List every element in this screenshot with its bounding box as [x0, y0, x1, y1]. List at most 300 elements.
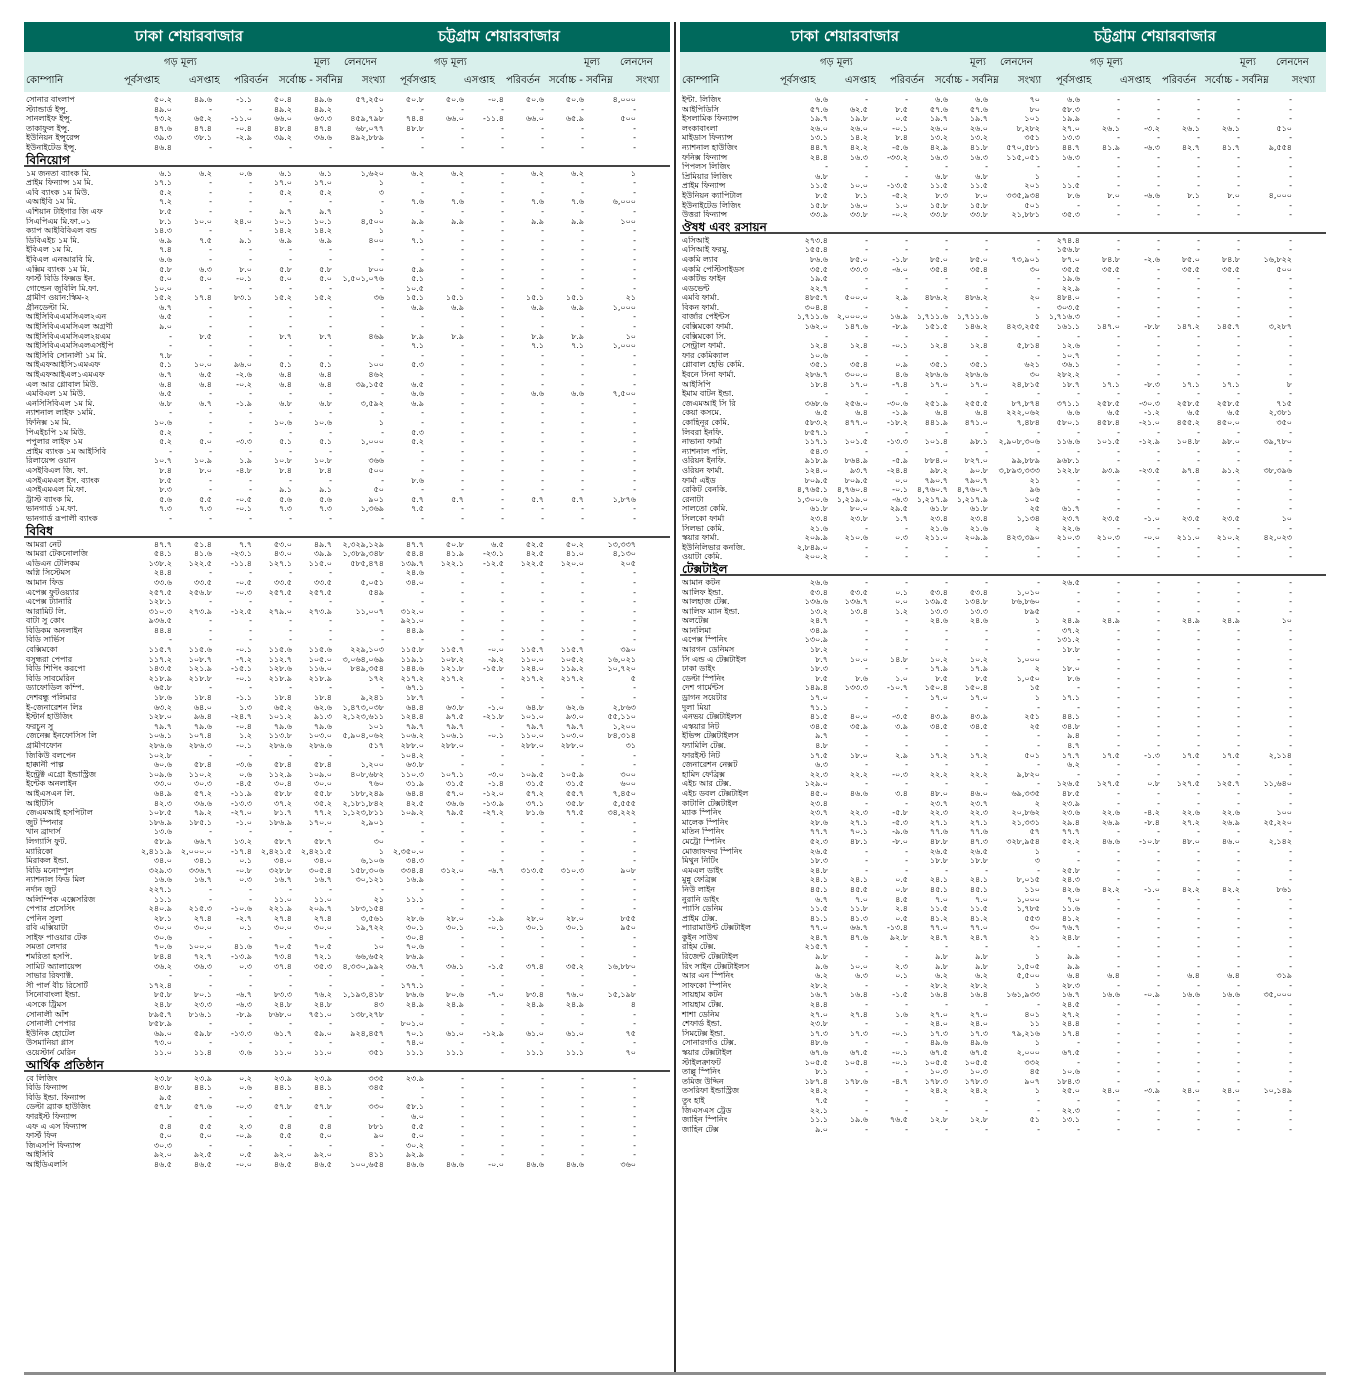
- value-cell: ৭০.১: [849, 827, 868, 837]
- value-cell: ১০৯.৫: [520, 769, 544, 779]
- value-cell: ৩৬৬: [368, 456, 384, 466]
- value-cell: ২১০.২: [1216, 533, 1240, 543]
- value-cell: ৫০১: [1024, 200, 1040, 210]
- value-cell: -: [501, 597, 504, 607]
- value-cell: ৪,০০০: [612, 95, 636, 104]
- value-cell: ৮৪.৮: [1101, 254, 1120, 264]
- value-cell: -: [1037, 283, 1040, 293]
- value-cell: -: [1157, 162, 1160, 172]
- value-cell: -২৩.৫: [1138, 465, 1160, 475]
- value-cell: -: [1117, 1000, 1120, 1010]
- value-cell: ১৮.৪: [313, 693, 332, 703]
- value-cell: ৪২.৫: [525, 549, 544, 559]
- value-cell: -: [541, 750, 544, 760]
- table-row: [24, 559, 670, 569]
- table-row: [24, 847, 670, 857]
- value-cell: -: [249, 302, 252, 312]
- company-name: আলহাজ টেক্স.: [682, 597, 730, 607]
- value-cell: -: [633, 456, 636, 466]
- value-cell: -: [905, 235, 908, 245]
- value-cell: ২৫৮.৫: [1096, 398, 1120, 408]
- value-cell: -: [1289, 577, 1292, 587]
- value-cell: -: [1117, 645, 1120, 655]
- table-row: [24, 293, 670, 303]
- value-cell: -২৪.৭: [230, 712, 252, 722]
- value-cell: -: [501, 123, 504, 133]
- value-cell: -: [209, 245, 212, 255]
- value-cell: ১৮.০: [1061, 664, 1080, 674]
- company-name: ইউনিয়ন ইন্সুরেন্স: [26, 133, 80, 143]
- value-cell: ২৭৩.৯: [308, 606, 332, 616]
- value-cell: ৪১.৯: [445, 549, 464, 559]
- value-cell: ১১৯.১: [400, 654, 424, 664]
- value-cell: -: [1077, 654, 1080, 664]
- value-cell: -: [1289, 798, 1292, 808]
- value-cell: ৪৯২,৮৮৯: [350, 133, 384, 143]
- value-cell: -: [633, 625, 636, 635]
- table-row: [680, 760, 1326, 770]
- value-cell: -: [1197, 494, 1200, 504]
- company-name: বিডি ইন্ডা. ফিন্যান্স: [26, 1092, 86, 1102]
- value-cell: -০.১: [488, 731, 504, 741]
- value-cell: ৩৬৮.৬: [804, 398, 828, 408]
- value-cell: ৬.৮: [159, 398, 172, 408]
- value-cell: ৪২.২: [1101, 884, 1120, 894]
- value-cell: ১,২১৭.৯: [916, 494, 948, 504]
- table-row: [24, 1093, 670, 1103]
- value-cell: ৬৬.৭: [193, 836, 212, 846]
- company-name: আনলিমা: [682, 625, 712, 635]
- value-cell: ৬৫.৯: [565, 114, 584, 124]
- value-cell: ৯.৯: [1067, 961, 1080, 971]
- value-cell: ৭.৫: [199, 235, 212, 245]
- value-cell: ৬.৪: [159, 379, 172, 389]
- company-name: সোনারগাঁও টেক্স.: [682, 1038, 737, 1048]
- value-cell: ৫.৪: [319, 1121, 332, 1131]
- value-cell: ১১.৮: [849, 904, 868, 914]
- value-cell: -৬.৬: [1144, 190, 1160, 200]
- value-cell: -১.৮: [892, 254, 908, 264]
- value-cell: ৫.২: [159, 187, 172, 197]
- value-cell: ২৪.৭: [809, 932, 828, 942]
- value-cell: ১৮৬.৯: [148, 817, 172, 827]
- value-cell: -: [1237, 587, 1240, 597]
- value-cell: ৮.৪: [159, 465, 172, 475]
- table-row: [24, 143, 670, 153]
- value-cell: -: [289, 341, 292, 351]
- value-cell: ৯.৭: [319, 206, 332, 216]
- table-row: [680, 322, 1326, 332]
- col-company: কোম্পানি: [682, 74, 720, 86]
- value-cell: -: [541, 616, 544, 626]
- value-cell: -: [1197, 865, 1200, 875]
- value-cell: ৮৪.৪: [153, 952, 172, 962]
- value-cell: -: [289, 446, 292, 456]
- value-cell: -: [1289, 312, 1292, 322]
- value-cell: -: [1237, 283, 1240, 293]
- value-cell: ১৭২.৪: [148, 980, 172, 990]
- value-cell: -: [461, 408, 464, 418]
- value-cell: ৬৭.১: [405, 683, 424, 693]
- value-cell: -: [1237, 1028, 1240, 1038]
- value-cell: ১৬.৪: [969, 990, 988, 1000]
- value-cell: -: [1237, 683, 1240, 693]
- value-cell: -: [1077, 856, 1080, 866]
- company-name: ইন্ট্রেক্ট এগ্রো ইন্ডাস্ট্রিজ: [26, 769, 97, 779]
- value-cell: -: [541, 952, 544, 962]
- value-cell: -: [541, 322, 544, 332]
- value-cell: ১০৯.৬: [148, 769, 172, 779]
- value-cell: ৮.৬: [855, 673, 868, 683]
- table-row: [680, 236, 1326, 246]
- value-cell: ২৪.১: [969, 875, 988, 885]
- value-cell: ২,৩৮১: [1268, 408, 1292, 418]
- value-cell: ৬.১: [279, 168, 292, 178]
- value-cell: ৫৫,১১০: [607, 712, 636, 722]
- value-cell: ৫০.২: [565, 539, 584, 549]
- value-cell: -: [1037, 942, 1040, 952]
- company-name: ড্রাগন সয়েটার: [682, 693, 728, 703]
- value-cell: ১২১.৯: [188, 664, 212, 674]
- value-cell: ১১.১: [405, 1048, 424, 1057]
- value-cell: -: [541, 1121, 544, 1131]
- value-cell: -: [633, 104, 636, 114]
- value-cell: -: [633, 322, 636, 332]
- value-cell: -: [461, 133, 464, 143]
- value-cell: ২৩.৯: [193, 1073, 212, 1083]
- value-cell: -: [1237, 494, 1240, 504]
- value-cell: ২৭.১: [929, 817, 948, 827]
- value-cell: -৪.৫: [236, 779, 252, 789]
- value-cell: -: [1117, 798, 1120, 808]
- value-cell: -৫.৩: [892, 817, 908, 827]
- value-cell: -: [1289, 350, 1292, 360]
- value-cell: -: [501, 408, 504, 418]
- value-cell: ১০১: [368, 721, 384, 731]
- company-name: প্রাইম ব্যাংক ১ম আইসিবি: [26, 446, 107, 456]
- value-cell: -: [1237, 980, 1240, 990]
- table-row: [680, 674, 1326, 684]
- value-cell: -: [1237, 846, 1240, 856]
- value-cell: -: [1157, 875, 1160, 885]
- value-cell: ৮৯৫: [1024, 606, 1040, 616]
- value-cell: ৬.২: [815, 971, 828, 981]
- table-row: [680, 818, 1326, 828]
- value-cell: -: [633, 274, 636, 284]
- value-cell: -: [633, 1121, 636, 1131]
- value-cell: -: [1157, 664, 1160, 674]
- value-cell: ১৭.৫: [809, 750, 828, 760]
- value-cell: ৮৬,৮৬০: [1011, 597, 1040, 607]
- value-cell: ০.৩: [239, 961, 252, 971]
- value-cell: ২২.৩: [969, 808, 988, 818]
- value-cell: -: [1237, 504, 1240, 514]
- value-cell: ৬.৫: [159, 389, 172, 399]
- value-cell: -: [541, 245, 544, 255]
- value-cell: ১৩,৩৩৭: [607, 539, 636, 549]
- table-row: [24, 789, 670, 799]
- value-cell: -: [1117, 712, 1120, 722]
- value-cell: -: [329, 1111, 332, 1121]
- value-cell: -: [905, 1000, 908, 1010]
- value-cell: -: [421, 446, 424, 456]
- value-cell: -: [501, 884, 504, 894]
- col-high-low: সর্বোচ্চ - সর্বনিম্ন: [279, 74, 343, 86]
- value-cell: ৩৫.৪: [929, 264, 948, 274]
- value-cell: ৩৮.১: [193, 133, 212, 143]
- value-cell: -: [1289, 360, 1292, 370]
- value-cell: -: [1117, 856, 1120, 866]
- company-name: গোল্ডেন জুবিলি মি.ফা.: [26, 283, 99, 293]
- value-cell: ৬.৪: [319, 379, 332, 389]
- value-cell: ২৪.৭: [809, 616, 828, 626]
- value-cell: ৮৫.০: [1181, 254, 1200, 264]
- value-cell: ১০১.২: [268, 712, 292, 722]
- value-cell: ২৭৩.৪: [804, 235, 828, 245]
- value-cell: -: [1117, 769, 1120, 779]
- value-cell: ১৪৪.৬: [400, 664, 424, 674]
- value-cell: -: [381, 408, 384, 418]
- value-cell: -০.১: [892, 1057, 908, 1067]
- value-cell: -: [1117, 875, 1120, 885]
- value-cell: -: [381, 683, 384, 693]
- value-cell: ৪৭.৭: [405, 539, 424, 549]
- value-cell: -: [1117, 171, 1120, 181]
- value-cell: ১৩.৩: [929, 606, 948, 616]
- value-cell: -: [581, 597, 584, 607]
- value-cell: ৮৭.০: [1061, 254, 1080, 264]
- value-cell: -: [461, 465, 464, 475]
- value-cell: ১: [1034, 846, 1040, 856]
- value-cell: -: [541, 884, 544, 894]
- value-cell: ৮.৯: [411, 331, 424, 341]
- value-cell: ১০.০: [193, 216, 212, 226]
- value-cell: ১৬.৪: [929, 990, 948, 1000]
- value-cell: ১১০: [1024, 884, 1040, 894]
- value-cell: -: [209, 513, 212, 523]
- value-cell: ৫.৪: [159, 1121, 172, 1131]
- value-cell: ৪৬.৬: [405, 1159, 424, 1169]
- value-cell: ২১১.০: [1176, 533, 1200, 543]
- value-cell: -: [633, 1111, 636, 1121]
- value-cell: ১১.১: [445, 1048, 464, 1057]
- value-cell: -: [421, 187, 424, 197]
- value-cell: ১০১.৫: [1096, 437, 1120, 447]
- value-cell: -: [1117, 235, 1120, 245]
- value-cell: -: [541, 178, 544, 188]
- value-cell: -: [1077, 683, 1080, 693]
- value-cell: -২৩.১: [482, 549, 504, 559]
- value-cell: -: [541, 625, 544, 635]
- value-cell: -১.২: [1144, 408, 1160, 418]
- value-cell: ৮৮৪.০: [924, 456, 948, 466]
- value-cell: ৫.০: [279, 274, 292, 284]
- value-cell: -: [541, 1102, 544, 1112]
- value-cell: ৬.৪: [279, 379, 292, 389]
- value-cell: ৮.৫: [895, 104, 908, 114]
- value-cell: ১,৫০১,০৭৬: [342, 274, 384, 284]
- value-cell: ১৭.০: [929, 379, 948, 389]
- value-cell: ৬.৯: [319, 235, 332, 245]
- value-cell: -: [1117, 1057, 1120, 1067]
- table-row: [680, 875, 1326, 885]
- value-cell: -: [1197, 760, 1200, 770]
- value-cell: -: [381, 980, 384, 990]
- value-cell: ৪৮.৬: [809, 1038, 828, 1048]
- value-cell: ৯,২৪১: [360, 693, 384, 703]
- value-cell: ৩৬০: [620, 1159, 636, 1169]
- value-cell: ৪১.২: [1061, 913, 1080, 923]
- table-row: [680, 143, 1326, 153]
- value-cell: -: [905, 741, 908, 750]
- panel-divider: [674, 22, 676, 1374]
- value-cell: ৪৫.১: [809, 884, 828, 894]
- value-cell: ২১১.০: [924, 533, 948, 543]
- value-cell: -: [209, 197, 212, 207]
- value-cell: -৩.৩: [236, 437, 252, 447]
- value-cell: -: [501, 760, 504, 770]
- value-cell: ২৮.০: [565, 913, 584, 923]
- value-cell: ২৬.০: [849, 123, 868, 133]
- value-cell: -: [461, 894, 464, 904]
- value-cell: -: [209, 427, 212, 437]
- value-cell: -: [541, 597, 544, 607]
- value-cell: -: [501, 846, 504, 856]
- value-cell: -০.৯: [1144, 990, 1160, 1000]
- value-cell: ১২৪.০: [804, 465, 828, 475]
- value-cell: -: [581, 952, 584, 962]
- value-cell: -: [501, 1111, 504, 1121]
- value-cell: ৬৭.৬: [809, 1048, 828, 1057]
- value-cell: -: [1117, 625, 1120, 635]
- value-cell: ৫.৮: [159, 264, 172, 274]
- value-cell: -: [501, 341, 504, 351]
- company-name: সোনালী আঁশ: [26, 1009, 69, 1019]
- value-cell: ২: [1034, 523, 1040, 533]
- value-cell: ৭৯.৫: [445, 808, 464, 818]
- value-cell: ৬.০: [411, 1111, 424, 1121]
- value-cell: ৪৯.০: [153, 104, 172, 114]
- table-row: [680, 162, 1326, 172]
- table-row: [24, 1131, 670, 1141]
- value-cell: ৩৩.৫: [313, 577, 332, 587]
- value-cell: -: [541, 123, 544, 133]
- value-cell: ৫.০: [411, 1131, 424, 1141]
- value-cell: -: [633, 133, 636, 143]
- value-cell: ৩১৩.৫: [520, 865, 544, 875]
- value-cell: ১৭.১: [1061, 693, 1080, 703]
- value-cell: ২৪.৬: [969, 616, 988, 626]
- value-cell: -: [289, 750, 292, 760]
- value-cell: ১০: [1281, 616, 1292, 626]
- company-name: আলিফ ইন্ডা.: [682, 587, 724, 597]
- value-cell: -: [581, 379, 584, 389]
- value-cell: -: [541, 1019, 544, 1029]
- value-cell: ১৩৯.৭: [400, 558, 424, 568]
- value-cell: ২৪.৩: [1061, 875, 1080, 885]
- value-cell: -: [1157, 1038, 1160, 1048]
- value-cell: -: [581, 894, 584, 904]
- value-cell: ৯.৯: [571, 216, 584, 226]
- value-cell: -: [633, 894, 636, 904]
- value-cell: -: [1237, 1009, 1240, 1019]
- value-cell: -: [249, 827, 252, 837]
- value-cell: ৪৯.৭: [313, 539, 332, 549]
- value-cell: ৯৭.৫: [445, 712, 464, 722]
- value-cell: ৭৬০: [368, 779, 384, 789]
- value-cell: -: [1289, 1019, 1292, 1029]
- table-row: [24, 322, 670, 332]
- value-cell: ২২.৯: [1061, 283, 1080, 293]
- value-cell: -: [541, 971, 544, 981]
- value-cell: ১০.৬: [273, 418, 292, 427]
- value-cell: ২৮.৬: [809, 817, 828, 827]
- value-cell: ২: [1034, 664, 1040, 674]
- value-cell: -: [541, 437, 544, 447]
- chittagong-market-title-right: চট্টগ্রাম শেয়ারবাজার: [1094, 26, 1216, 45]
- value-cell: ১০১.৪: [924, 437, 948, 447]
- value-cell: ২,০০০.০: [180, 846, 212, 856]
- value-cell: -: [381, 1111, 384, 1121]
- value-cell: ৪২.৭: [1181, 142, 1200, 152]
- value-cell: ৫০০.০: [844, 293, 868, 303]
- value-cell: ৩৬.২: [153, 961, 172, 971]
- company-name: একমি ল্যাব: [682, 254, 719, 264]
- value-cell: -: [905, 664, 908, 674]
- section-heading: বিনিয়োগ: [24, 153, 670, 167]
- value-cell: -: [421, 418, 424, 427]
- value-cell: ২৪.৯: [525, 1000, 544, 1010]
- table-row: [24, 549, 670, 559]
- value-cell: -: [1289, 427, 1292, 437]
- value-cell: -: [633, 187, 636, 197]
- value-cell: -: [289, 568, 292, 578]
- table-row: [680, 981, 1326, 991]
- company-name: ফনিক্স ফিন্যান্স: [682, 152, 728, 162]
- value-cell: -: [1197, 1124, 1200, 1134]
- value-cell: ৩৬.৬: [313, 133, 332, 143]
- company-name: এবি ব্যাংক ১ম মিউ.: [26, 187, 90, 197]
- value-cell: -: [289, 616, 292, 626]
- value-cell: -: [421, 1083, 424, 1093]
- value-cell: ৪৮.১: [849, 836, 868, 846]
- value-cell: ২১৮.৮: [188, 673, 212, 683]
- value-cell: -: [905, 702, 908, 712]
- value-cell: ১৫.৮: [929, 200, 948, 210]
- value-cell: -: [1157, 171, 1160, 181]
- value-cell: ১০৫.৫: [964, 1057, 988, 1067]
- table-row: [680, 645, 1326, 655]
- value-cell: -: [289, 254, 292, 264]
- value-cell: ৭৬.২: [313, 990, 332, 1000]
- value-cell: ৭৯.৭: [153, 721, 172, 731]
- value-cell: ১১৫,০৫১: [1006, 152, 1040, 162]
- value-cell: ৮.৭: [815, 654, 828, 664]
- value-cell: ৮৬১: [1276, 884, 1292, 894]
- value-cell: -: [1197, 171, 1200, 181]
- value-cell: -০.১: [892, 485, 908, 495]
- value-cell: -: [581, 245, 584, 255]
- value-cell: -: [289, 1111, 292, 1121]
- value-cell: -: [1117, 485, 1120, 495]
- col-trade: লেনদেন: [344, 56, 377, 68]
- value-cell: -: [249, 446, 252, 456]
- value-cell: -: [461, 980, 464, 990]
- value-cell: ৬.৭: [199, 398, 212, 408]
- value-cell: -: [501, 1102, 504, 1112]
- value-cell: -: [461, 616, 464, 626]
- value-cell: -: [1289, 1095, 1292, 1105]
